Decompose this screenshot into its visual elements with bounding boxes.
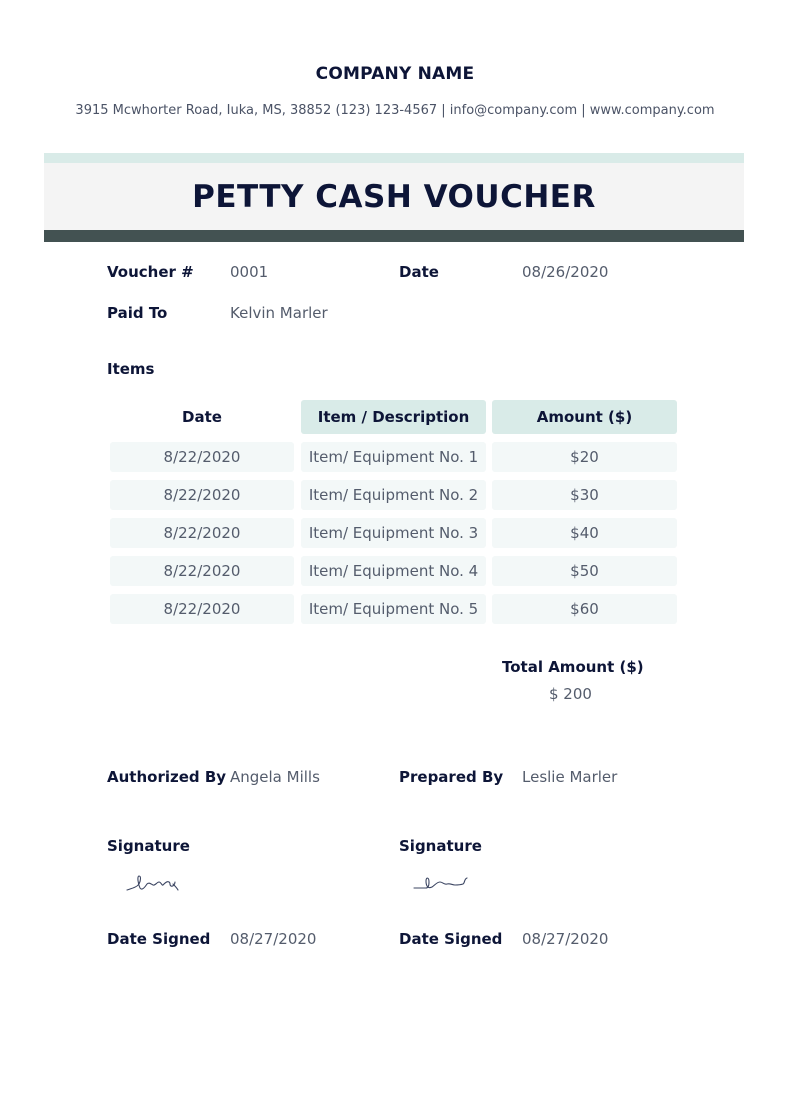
banner-top-strip	[44, 153, 744, 163]
cell-description: Item/ Equipment No. 5	[301, 594, 486, 624]
banner-bottom-bar	[44, 230, 744, 242]
signature-label-right: Signature	[399, 837, 482, 855]
total-amount-label: Total Amount ($)	[502, 658, 644, 676]
cell-amount: $60	[492, 594, 677, 624]
column-header-description: Item / Description	[301, 400, 486, 434]
cell-amount: $20	[492, 442, 677, 472]
date-signed-label-left: Date Signed	[107, 930, 211, 948]
voucher-number-value: 0001	[230, 263, 269, 281]
column-header-amount: Amount ($)	[492, 400, 677, 434]
date-label: Date	[399, 263, 439, 281]
column-header-date: Date	[182, 408, 222, 426]
cell-description: Item/ Equipment No. 1	[301, 442, 486, 472]
cell-description: Item/ Equipment No. 3	[301, 518, 486, 548]
authorized-by-label: Authorized By	[107, 768, 227, 786]
title-banner	[44, 163, 744, 230]
cell-description: Item/ Equipment No. 4	[301, 556, 486, 586]
cell-date: 8/22/2020	[110, 442, 294, 472]
signature-label-left: Signature	[107, 837, 190, 855]
voucher-number-label: Voucher #	[107, 263, 194, 281]
date-signed-value-left: 08/27/2020	[230, 930, 317, 948]
signature-left-icon	[125, 872, 185, 894]
cell-date: 8/22/2020	[110, 556, 294, 586]
cell-date: 8/22/2020	[110, 594, 294, 624]
signature-right-icon	[412, 872, 472, 894]
cell-description: Item/ Equipment No. 2	[301, 480, 486, 510]
paid-to-value: Kelvin Marler	[230, 304, 328, 322]
cell-date: 8/22/2020	[110, 518, 294, 548]
document-title: PETTY CASH VOUCHER	[192, 178, 596, 215]
company-contact-info: 3915 Mcwhorter Road, Iuka, MS, 38852 (123) 123-4567 | info@company.com | www.company.com	[75, 103, 715, 118]
date-signed-label-right: Date Signed	[399, 930, 503, 948]
date-signed-value-right: 08/27/2020	[522, 930, 609, 948]
items-section-label: Items	[107, 360, 155, 378]
cell-date: 8/22/2020	[110, 480, 294, 510]
cell-amount: $50	[492, 556, 677, 586]
cell-amount: $40	[492, 518, 677, 548]
cell-amount: $30	[492, 480, 677, 510]
company-name: COMPANY NAME	[315, 64, 475, 84]
prepared-by-value: Leslie Marler	[522, 768, 618, 786]
prepared-by-label: Prepared By	[399, 768, 504, 786]
total-amount-value: $ 200	[549, 685, 592, 703]
date-value: 08/26/2020	[522, 263, 609, 281]
authorized-by-value: Angela Mills	[230, 768, 320, 786]
paid-to-label: Paid To	[107, 304, 168, 322]
